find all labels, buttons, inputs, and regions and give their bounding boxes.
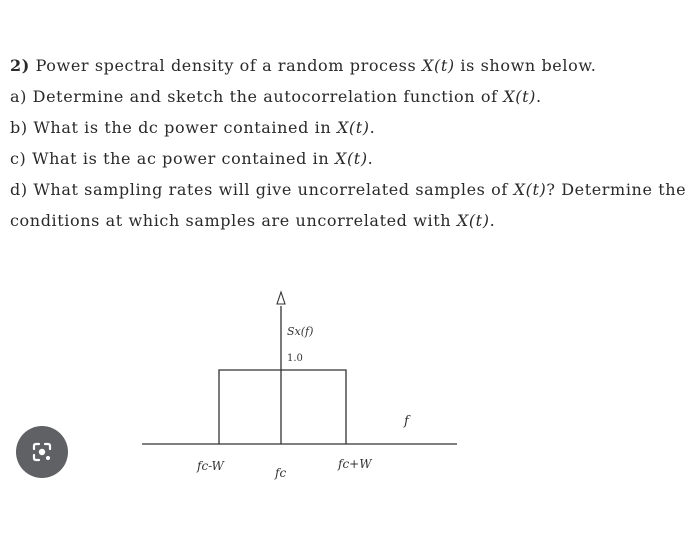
problem-line-b: b) What is the dc power contained in X(t).	[10, 118, 376, 137]
variable: X(t)	[456, 211, 490, 230]
problem-line-d-continued: conditions at which samples are uncorrelated with X(t).	[10, 211, 496, 230]
problem-line-a: a) Determine and sketch the autocorrelation function of X(t).	[10, 87, 542, 106]
lens-icon	[30, 440, 54, 464]
question-number: 2)	[10, 56, 30, 75]
lens-button[interactable]	[16, 426, 68, 478]
part-label: a)	[10, 87, 27, 106]
problem-line-2: 2) Power spectral density of a random process X(t) is shown below.	[10, 56, 597, 75]
psd-height-label: 1.0	[287, 353, 303, 364]
variable: X(t)	[503, 87, 536, 106]
tick-label-fc: fc	[275, 466, 287, 480]
variable: X(t)	[422, 56, 455, 75]
part-label: d)	[10, 180, 28, 199]
problem-line-c: c) What is the ac power contained in X(t).	[10, 149, 374, 168]
variable: X(t)	[334, 149, 368, 168]
problem-line-d: d) What sampling rates will give uncorrelated samples of X(t)? Determine the	[10, 180, 687, 199]
tick-label-fc-minus-w: fc-W	[197, 459, 224, 473]
part-label: b)	[10, 118, 28, 137]
psd-label: Sx(f)	[287, 325, 314, 338]
part-label: c)	[10, 149, 27, 168]
tick-label-fc-plus-w: fc+W	[338, 457, 372, 471]
variable: X(t)	[336, 118, 370, 137]
variable: X(t)	[513, 180, 547, 199]
frequency-label: f	[404, 414, 409, 429]
axis-arrowhead	[277, 292, 285, 304]
psd-rectangle	[219, 370, 346, 444]
